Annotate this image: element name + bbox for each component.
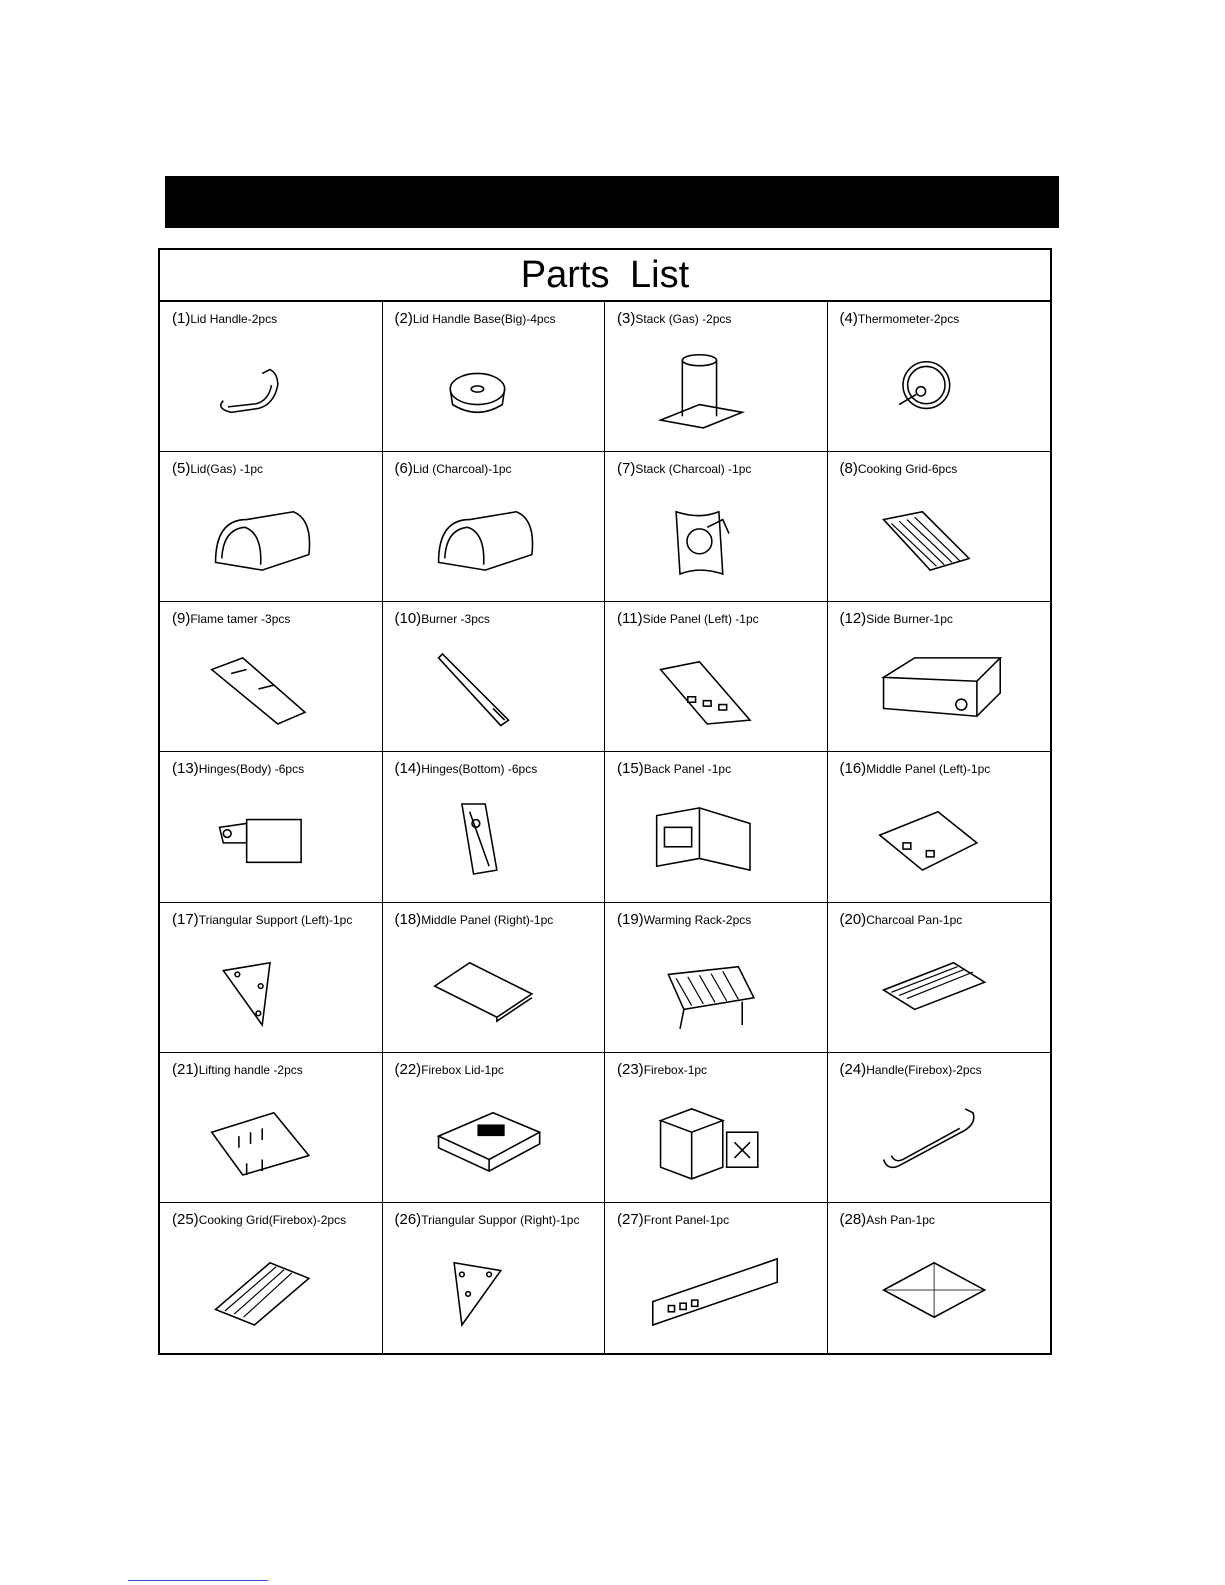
firebox-lid-icon <box>423 1085 563 1195</box>
part-number: (2) <box>394 310 413 327</box>
part-cell <box>828 602 1051 752</box>
part-name: Lid(Gas) -1pc <box>190 462 264 477</box>
lid-handle-base-icon <box>423 334 563 444</box>
part-name: Lid (Charcoal)-1pc <box>412 462 512 477</box>
part-name: Side Burner-1pc <box>866 612 953 627</box>
part-name: Warming Rack-2pcs <box>643 912 752 927</box>
part-number: (14) <box>394 760 422 778</box>
part-label <box>617 1061 707 1078</box>
part-cell <box>828 1053 1051 1203</box>
part-cell <box>828 903 1051 1053</box>
part-label <box>617 911 751 928</box>
header-bar <box>165 176 1059 228</box>
part-number: (9) <box>172 610 191 628</box>
part-label <box>840 1211 935 1228</box>
part-name: Charcoal Pan-1pc <box>866 912 963 927</box>
part-name: Stack (Charcoal) -1pc <box>635 462 752 477</box>
part-name: Front Panel-1pc <box>643 1212 730 1227</box>
firebox-icon <box>645 1085 785 1195</box>
triangular-support-left-icon <box>200 935 340 1045</box>
part-name: Middle Panel (Right)-1pc <box>421 912 554 927</box>
part-cell <box>160 1053 383 1203</box>
part-label <box>172 911 352 928</box>
part-cell <box>160 602 383 752</box>
part-name: Cooking Grid-6pcs <box>857 462 958 477</box>
part-number: (6) <box>394 460 413 478</box>
part-number: (10) <box>394 610 422 628</box>
part-label <box>617 760 731 777</box>
part-cell <box>605 602 828 752</box>
part-label <box>617 460 751 477</box>
part-cell <box>605 302 828 452</box>
parts-list-table <box>158 248 1052 1355</box>
part-number: (1) <box>172 310 191 327</box>
handle-firebox-icon <box>868 1085 1008 1195</box>
part-number: (24) <box>839 1060 867 1078</box>
part-label <box>395 1061 504 1078</box>
thermometer-icon <box>868 334 1008 444</box>
part-name: Lifting handle -2pcs <box>198 1062 303 1077</box>
part-cell <box>383 452 606 602</box>
part-cell <box>383 1203 606 1353</box>
part-number: (22) <box>394 1060 422 1078</box>
part-label <box>172 460 263 477</box>
part-label <box>395 310 556 327</box>
part-cell <box>828 1203 1051 1353</box>
part-cell <box>160 302 383 452</box>
part-name: Burner -3pcs <box>421 612 490 627</box>
lid-gas-icon <box>200 484 340 594</box>
lid-handle-icon <box>200 334 340 444</box>
part-name: Lid Handle-2pcs <box>190 312 278 326</box>
part-number: (18) <box>394 910 422 928</box>
part-number: (8) <box>839 460 858 478</box>
part-number: (25) <box>172 1210 199 1228</box>
part-label <box>840 460 958 477</box>
middle-panel-left-icon <box>868 784 1008 894</box>
footer-link-line <box>128 1580 268 1581</box>
part-label <box>395 760 538 777</box>
part-name: Back Panel -1pc <box>643 762 732 777</box>
part-label <box>840 310 960 327</box>
part-number: (17) <box>172 910 199 928</box>
part-name: Lid Handle Base(Big)-4pcs <box>412 312 556 326</box>
parts-grid <box>160 302 1050 1353</box>
part-label <box>172 310 277 327</box>
part-label <box>395 610 490 627</box>
part-name: Triangular Suppor (Right)-1pc <box>421 1212 580 1227</box>
part-name: Side Panel (Left) -1pc <box>642 612 759 627</box>
part-number: (5) <box>172 460 191 478</box>
part-number: (28) <box>839 1210 867 1228</box>
hinges-bottom-icon <box>423 784 563 894</box>
part-label <box>172 1211 346 1228</box>
part-name: Ash Pan-1pc <box>866 1212 935 1227</box>
stack-gas-icon <box>645 334 785 444</box>
part-name: Cooking Grid(Firebox)-2pcs <box>198 1212 347 1227</box>
part-label <box>395 911 554 928</box>
burner-icon <box>423 634 563 744</box>
part-number: (4) <box>839 310 858 327</box>
part-number: (19) <box>617 910 644 928</box>
part-cell <box>605 903 828 1053</box>
part-cell <box>605 1053 828 1203</box>
part-cell <box>383 302 606 452</box>
triangular-support-right-icon <box>423 1235 563 1345</box>
part-cell <box>383 1053 606 1203</box>
part-name: Hinges(Body) -6pcs <box>198 762 305 777</box>
part-number: (12) <box>839 610 867 628</box>
part-number: (26) <box>394 1210 422 1228</box>
part-name: Firebox-1pc <box>643 1062 708 1077</box>
part-number: (23) <box>617 1060 644 1078</box>
ash-pan-icon <box>868 1235 1008 1345</box>
part-cell <box>605 1203 828 1353</box>
part-label <box>172 610 290 627</box>
part-name: Triangular Support (Left)-1pc <box>198 912 353 927</box>
part-cell <box>828 302 1051 452</box>
part-cell <box>605 752 828 902</box>
part-number: (20) <box>839 910 867 928</box>
lifting-handle-icon <box>200 1085 340 1195</box>
part-number: (27) <box>617 1210 644 1228</box>
part-cell <box>160 452 383 602</box>
hinges-body-icon <box>200 784 340 894</box>
page-title: Parts List <box>160 250 1050 302</box>
middle-panel-right-icon <box>423 935 563 1045</box>
part-cell <box>605 452 828 602</box>
part-label <box>172 1061 303 1078</box>
part-label <box>395 460 512 477</box>
side-panel-left-icon <box>645 634 785 744</box>
part-number: (13) <box>172 760 199 778</box>
part-number: (7) <box>617 460 636 478</box>
part-number: (16) <box>839 760 867 778</box>
part-label <box>172 760 304 777</box>
side-burner-icon <box>868 634 1008 744</box>
part-name: Middle Panel (Left)-1pc <box>866 762 991 777</box>
part-cell <box>383 752 606 902</box>
part-name: Handle(Firebox)-2pcs <box>866 1062 982 1077</box>
part-label <box>840 610 953 627</box>
part-name: Thermometer-2pcs <box>857 312 960 326</box>
back-panel-icon <box>645 784 785 894</box>
part-cell <box>160 752 383 902</box>
part-number: (21) <box>172 1060 199 1078</box>
flame-tamer-icon <box>200 634 340 744</box>
cooking-grid-firebox-icon <box>200 1235 340 1345</box>
part-label <box>395 1211 580 1228</box>
part-name: Hinges(Bottom) -6pcs <box>421 762 538 777</box>
stack-charcoal-icon <box>645 484 785 594</box>
cooking-grid-icon <box>868 484 1008 594</box>
part-name: Flame tamer -3pcs <box>190 612 291 627</box>
part-label <box>617 310 731 327</box>
part-name: Stack (Gas) -2pcs <box>635 312 732 326</box>
charcoal-pan-icon <box>868 935 1008 1045</box>
part-label <box>840 760 991 777</box>
part-label <box>617 1211 729 1228</box>
part-label <box>840 1061 982 1078</box>
part-label <box>617 610 759 627</box>
part-cell <box>828 752 1051 902</box>
lid-charcoal-icon <box>423 484 563 594</box>
part-number: (3) <box>617 310 636 327</box>
part-label <box>840 911 963 928</box>
part-name: Firebox Lid-1pc <box>421 1062 504 1077</box>
part-number: (11) <box>617 610 643 628</box>
part-cell <box>383 602 606 752</box>
part-number: (15) <box>617 760 644 778</box>
part-cell <box>160 903 383 1053</box>
front-panel-icon <box>645 1235 785 1345</box>
part-cell <box>383 903 606 1053</box>
part-cell <box>828 452 1051 602</box>
warming-rack-icon <box>645 935 785 1045</box>
part-cell <box>160 1203 383 1353</box>
